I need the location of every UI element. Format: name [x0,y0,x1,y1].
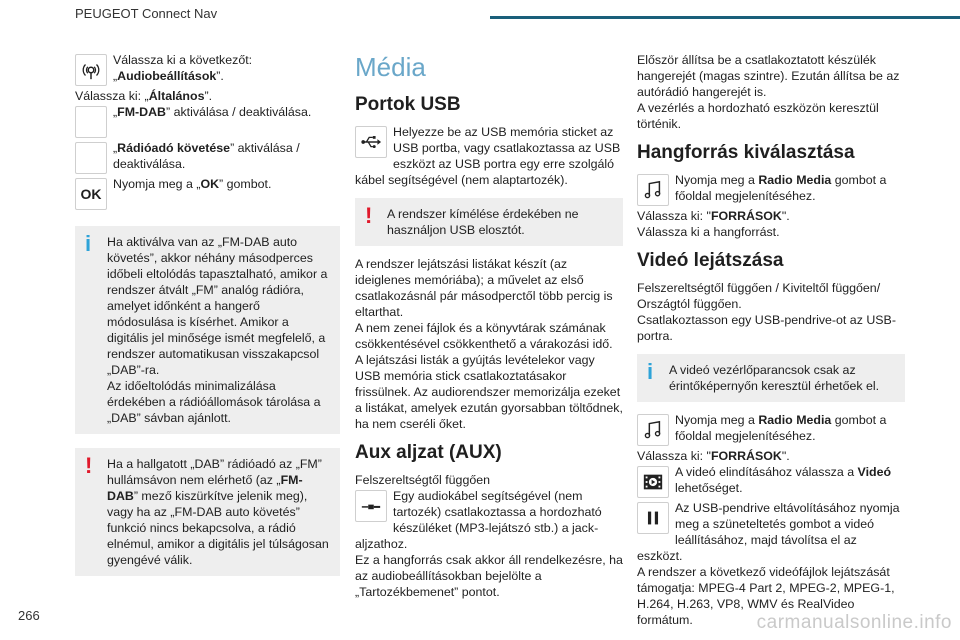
paragraph-volume: Először állítsa be a csatlakoztatott készülék hangerejét (magas szintre). Ezután állítsa be az autórádió hangerejét is. [637,53,900,99]
warning-icon: ! [85,453,93,478]
paragraph-playlists: A rendszer lejátszási listákat készít (az ideiglenes memóriába); a művelet az első csatlakozásnál pár másodperctől több percig is eltarthat. [355,257,613,319]
video-instruction-1: Nyomja meg a Radio Media gombot a főoldal megjelenítéséhez. [675,413,887,443]
column-2 [355,52,623,600]
fm-dab-row [75,104,340,140]
heading-video: Videó lejátszása [637,250,784,271]
video-availability: Felszereltségtől függően / Kiviteltől függően/ Országtól függően. [637,281,881,311]
source-instruction-1: Nyomja meg a Radio Media gombot a főoldal megjelenítéséhez. [675,173,887,203]
warning-icon: ! [365,203,373,228]
info-icon: i [647,359,654,384]
source-instruction-2: Válassza ki: "FORRÁSOK". [637,209,790,223]
video-formats: A rendszer a következő videófájlok lejátszását támogatja: MPEG-4 Part 2, MPEG-2, MPEG-1, H.264, H.263, VP8, WMV és RealVideo formátum. [637,565,895,627]
info-note-fm-dab [75,226,340,434]
ok-row [75,176,340,212]
ok-label: OK [80,186,102,202]
aux-jack-icon [355,490,387,522]
paragraph-refresh: A lejátszási listák a gyújtás levételekor vagy USB memória stick csatlakoztatásakor frissülnek. Az audiorendszer memorizálja ezeket a listákat, amelyek ezután gyorsabban töltődnek, ha nem cseréli őket. [355,353,623,431]
warning-note-dab [75,448,340,576]
video-select-row [637,464,905,500]
info-note-text: Ha aktiválva van az „FM-DAB auto követés”, akkor néhány másodperces időbeli eltolódás tapasztalható, amikor a rendszer átvált „FM” analóg rádióra, amelyet időnként a hangerő módosulása is kísérhet. Amikor a digitális jel minősége ismét megfelelő, a rendszer automatikusan visszakapcsol „DAB”-ra. [107,235,328,377]
info-video-text: A videó vezérlőparancsok csak az érintőképernyőn keresztül érhetőek el. [669,363,880,393]
aux-row [355,488,623,552]
usb-text: Helyezze be az USB memória sticket az USB portba, vagy csatlakoztassa az USB eszközt az USB portra egy erre szolgáló kábel segítségével (nem alaptartozék). [355,125,621,187]
paragraph-reduce-wait: A nem zenei fájlok és a könyvtárak számának csökkentésével csökkenthető a várakozási idő. [355,321,613,351]
watermark: carmanualsonline.info [756,612,952,633]
paragraph-control: A vezérlés a hordozható eszközön keresztül történik. [637,101,879,131]
video-source-row [637,412,905,448]
usb-icon [355,126,387,158]
aux-text: Egy audiokábel segítségével (nem tartozék) csatlakoztassa a hordozható készüléket (MP3-lejátszó stb.) a jack-aljzathoz. [355,489,602,551]
section-title-media: Média [355,52,426,82]
audio-settings-row [75,52,340,88]
warning-usb-text: A rendszer kímélése érdekében ne használjon USB elosztót. [387,207,579,237]
pause-row [637,500,905,564]
general-instruction: Válassza ki: „Általános”. [75,89,213,103]
video-instruction-3: A videó elindításához válassza a Videó lehetőséget. [675,465,892,495]
aux-availability: Felszereltségtől függően [355,473,491,487]
info-note-text-2: Az időeltolódás minimalizálása érdekében a rádióállomások tárolása a „DAB” sávban ajánlott. [107,379,321,425]
video-connect: Csatlakoztasson egy USB-pendrive-ot az USB-portra. [637,313,896,343]
source-instruction-3: Válassza ki a hangforrást. [637,225,780,239]
ok-button-icon [75,178,107,210]
heading-aux: Aux aljzat (AUX) [355,442,502,463]
audio-settings-instruction: Válassza ki a következőt: „Audiobeállítások”. [113,53,253,83]
video-film-icon [637,466,669,498]
video-instruction-4: Az USB-pendrive eltávolításához nyomja meg a szüneteltetés gombot a videó leállításához, majd távolítsa el az eszközt. [637,501,900,563]
video-instruction-2: Válassza ki: "FORRÁSOK". [637,449,790,463]
usb-row [355,124,623,188]
info-note-video [637,354,905,402]
heading-source: Hangforrás kiválasztása [637,142,855,163]
header-accent-bar [490,16,960,19]
warning-note-text: Ha a hallgatott „DAB” rádióadó az „FM” hullámsávon nem elérhető (az „FM-DAB” mező kiszürkítve jelenik meg), vagy ha az „FM-DAB auto követés” funkció nincs bekapcsolva, a rádió elnémul, amikor a digitális jel túlságosan gyengévé válik. [107,457,329,567]
warning-note-usb [355,198,623,246]
page-number: 266 [18,608,40,623]
column-3 [637,52,905,628]
heading-usb: Portok USB [355,94,461,115]
pause-icon [637,502,669,534]
aux-note: Ez a hangforrás csak akkor áll rendelkezésre, ha az audiobeállításokban bejelölte a „Tartozékbemenet” pontot. [355,553,623,599]
station-follow-instruction: „Rádióadó követése” aktiválása / deaktiválása. [113,141,300,171]
toggle-placeholder-icon [75,142,107,174]
station-follow-row [75,140,340,176]
info-icon: i [85,231,92,256]
ok-instruction: Nyomja meg a „OK” gombot. [113,177,272,191]
fm-dab-instruction: „FM-DAB” aktiválása / deaktiválása. [113,105,312,119]
source-row [637,172,905,208]
radio-settings-icon [75,54,107,86]
music-note-icon [637,174,669,206]
music-note-icon [637,414,669,446]
header-title: PEUGEOT Connect Nav [75,6,218,21]
column-1 [75,52,340,586]
toggle-placeholder-icon [75,106,107,138]
